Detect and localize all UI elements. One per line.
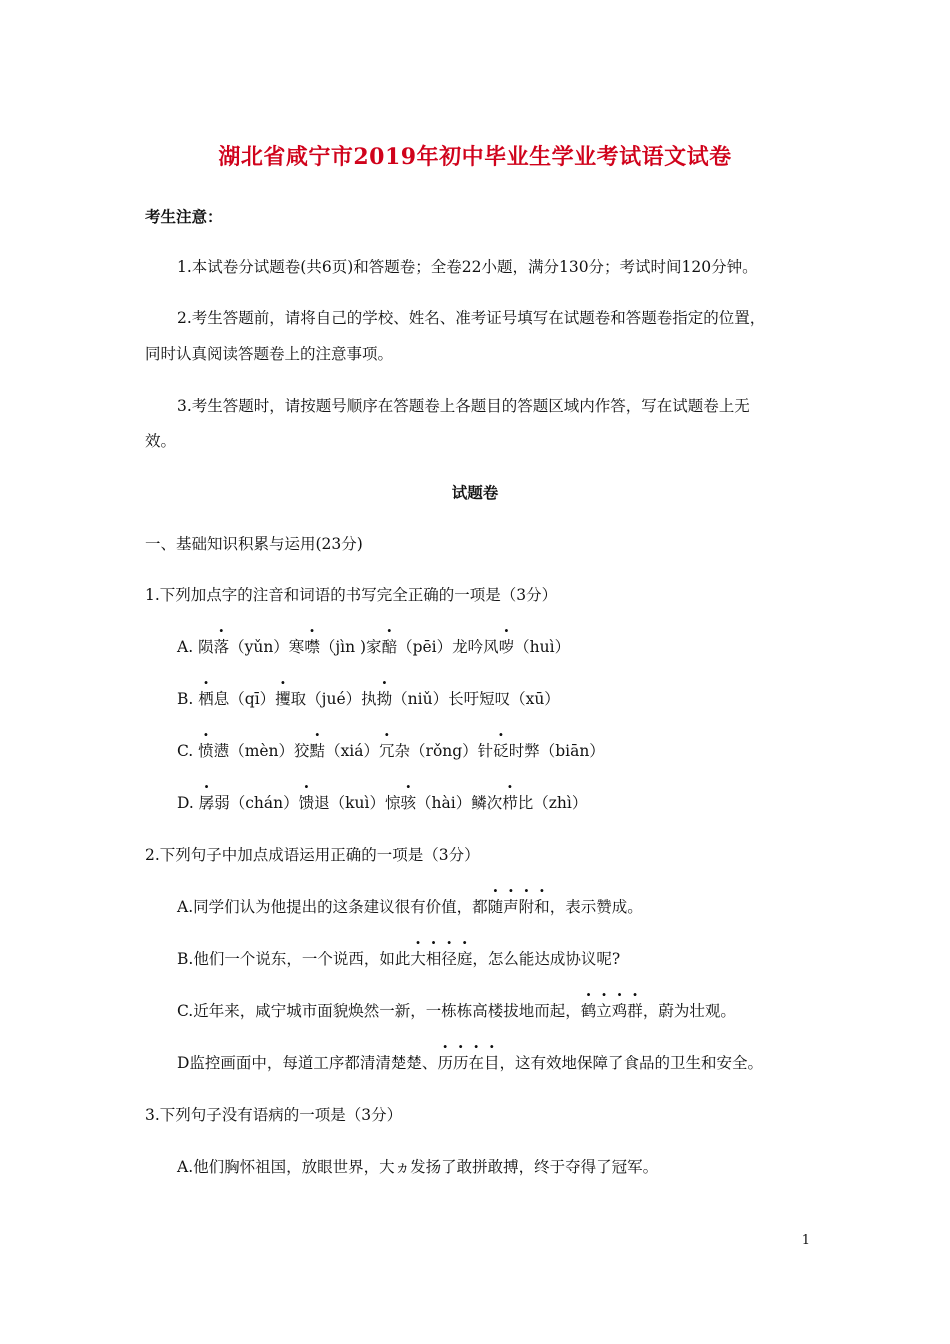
q2-option-a: A.同学们认为他提出的这条建议很有价值，都随声附和，表示赞成。	[177, 898, 643, 916]
exam-title: 湖北省咸宁市2019年初中毕业生学业考试语文试卷	[218, 144, 732, 170]
emphasis-char: 目	[483, 1054, 500, 1072]
emphasis-char: 大	[410, 950, 426, 968]
section-title: 试题卷	[451, 483, 499, 502]
question-1-stem: 1.下列加点字的注音和词语的书写完全正确的一项是（3分）	[145, 586, 558, 604]
dotted-idiom	[437, 1054, 499, 1072]
emphasis-char: 鸡	[611, 1002, 628, 1020]
notice-3: 3.考生答题时，请按题号顺序在答题卷上各题目的答题区域内作答，写在试题卷上无	[177, 397, 750, 415]
q1-option-a: A. 陨落（yǔn）寒噤（jìn )家醅（pēi）龙吟风哕（huì）	[177, 638, 571, 656]
emphasis-char: 和	[534, 898, 550, 916]
q2-option-d: D监控画面中，每道工序都清清楚楚、历历在目，这有效地保障了食品的卫生和安全。	[177, 1054, 764, 1072]
dotted-idiom	[410, 950, 472, 968]
q2-option-c: C.近年来，咸宁城市面貌焕然一新，一栋栋高楼拔地而起，鹤立鸡群，蔚为壮观。	[177, 1002, 736, 1020]
question-3-stem: 3.下列句子没有语病的一项是（3分）	[145, 1106, 403, 1124]
q1-option-d: D. 孱弱（chán）馈退（kuì）惊骇（hài）鳞次栉比（zhì）	[177, 794, 588, 812]
notice-heading: 考生注意：	[145, 207, 223, 226]
emphasis-char: 相	[425, 950, 442, 968]
emphasis-char: 历	[452, 1054, 469, 1072]
dotted-idiom	[488, 898, 550, 916]
q2-option-b: B.他们一个说东，一个说西，如此大相径庭，怎么能达成协议呢?	[177, 950, 621, 968]
emphasis-char: 立	[596, 1002, 612, 1020]
notice-1: 1.本试卷分试题卷(共6页)和答题卷；全卷22小题，满分130分；考试时间120分钟。	[177, 258, 758, 276]
emphasis-char: 随	[487, 898, 504, 916]
emphasis-char: 附	[518, 898, 535, 916]
dotted-idiom	[581, 1002, 643, 1020]
part-1-heading: 一、基础知识积累与运用(23分)	[145, 535, 363, 553]
notice-2-cont: 同时认真阅读答题卷上的注意事项。	[145, 345, 394, 363]
emphasis-char: 鹤	[580, 1002, 597, 1020]
question-2-stem: 2.下列句子中加点成语运用正确的一项是（3分）	[145, 846, 480, 864]
emphasis-char: 群	[627, 1002, 643, 1020]
notice-2: 2.考生答题前，请将自己的学校、姓名、准考证号填写在试题卷和答题卷指定的位置，	[177, 309, 766, 327]
notice-3-cont: 效。	[145, 432, 177, 450]
emphasis-char: 声	[503, 898, 519, 916]
emphasis-char: 历	[437, 1054, 453, 1072]
page-number: 1	[801, 1233, 810, 1248]
q3-option-a: A.他们胸怀祖国，放眼世界，大ヵ发扬了敢拼敢搏，终于夺得了冠军。	[177, 1158, 659, 1176]
emphasis-char: 径	[441, 950, 457, 968]
emphasis-char: 庭	[456, 950, 473, 968]
emphasis-char: 在	[468, 1054, 484, 1072]
q1-option-b: B. 栖息（qī）攫取（jué）执拗（niǔ）长吁短叹（xū）	[177, 690, 560, 708]
q1-option-c: C. 愤懑（mèn）狡黠（xiá）冗杂（rǒng）针砭时弊（biān）	[177, 742, 605, 760]
